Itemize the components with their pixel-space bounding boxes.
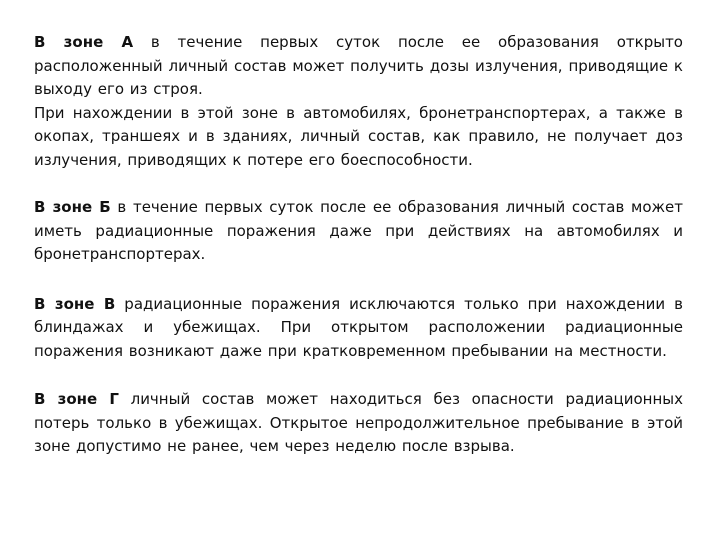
zone-v-title: В зоне В: [34, 294, 116, 313]
zone-b-text: в течение первых суток после ее образования личный состав может иметь радиационные поражения даже при действиях на автомобилях и бронетранспортерах.: [34, 198, 683, 263]
zone-a-shelter-paragraph: [34, 102, 683, 173]
zone-b-title: В зоне Б: [34, 198, 111, 216]
zone-a-shelter-text: При нахождении в этой зоне в автомобилях, бронетранспортерах, а также в окопах, траншеях и в зданиях, личный состав, как правило, не получает доз излучения, приводящих к потере его боеспособности.: [34, 103, 683, 169]
zone-g-title: В зоне Г: [34, 390, 119, 408]
zone-a-paragraph: [34, 31, 683, 102]
zone-a-title: В зоне А: [34, 33, 134, 51]
zone-v-paragraph: [34, 293, 683, 364]
document-page: [34, 31, 683, 459]
zone-b-paragraph: [34, 196, 683, 267]
zone-a-text: в течение первых суток после ее образования открыто расположенный личный состав может получить дозы излучения, приводящие к выходу его из строя.: [34, 33, 683, 98]
zone-g-paragraph: [34, 388, 683, 459]
zone-v-text: радиационные поражения исключаются только при нахождении в блиндажах и убежищах. При открытом расположении радиационные поражения возникают даже при кратковременном пребывании на местности.: [34, 294, 684, 360]
zone-g-text: личный состав может находиться без опасности радиационных потерь только в убежищах. Открытое непродолжительное пребывание в этой зоне допустимо не ранее, чем через неделю после взрыва.: [34, 390, 683, 455]
